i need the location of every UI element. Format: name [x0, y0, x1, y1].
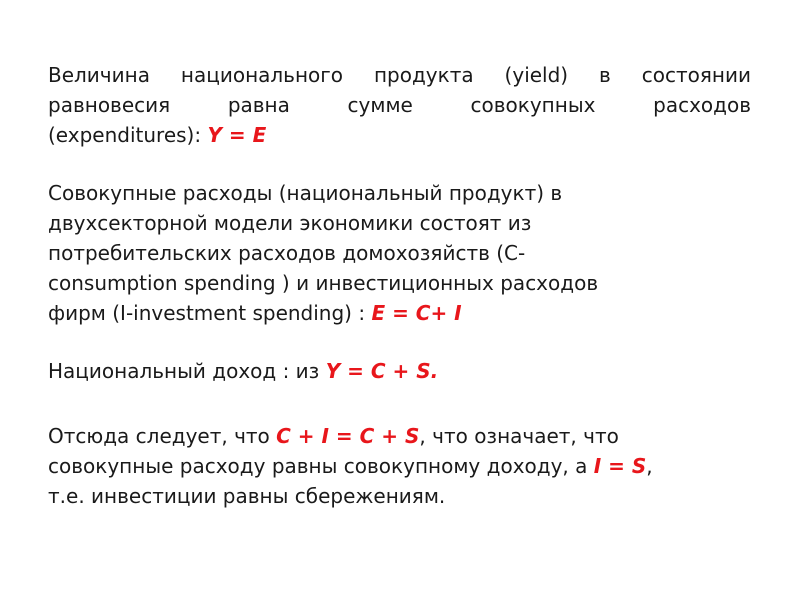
formula-y-equals-e: Y = E — [207, 123, 267, 147]
line-text: совокупные расходу равны совокупному доходу, а — [48, 454, 594, 478]
paragraph-line: потребительских расходов домохозяйств (С- — [48, 241, 526, 265]
paragraph-line: двухсекторной модели экономики состоят из — [48, 211, 532, 235]
paragraph-line — [48, 120, 751, 150]
formula-i-equals-s: I = S — [593, 454, 647, 478]
paragraph-line — [48, 356, 751, 386]
paragraph-line: Величина национального продукта (yield) в состоянии — [48, 63, 751, 87]
line-text: Национальный доход : из — [48, 359, 326, 383]
formula-y-equals-c-plus-s: Y = C + S. — [325, 359, 439, 383]
line-text: (expenditures): — [48, 123, 208, 147]
formula-e-equals-c-plus-i: E = C+ I — [371, 301, 462, 325]
paragraph-line: равновесия равна сумме совокупных расходов — [48, 93, 751, 117]
paragraph-line: Совокупные расходы (национальный продукт) в — [48, 181, 563, 205]
formula-c-plus-i-equals-c-plus-s: С + I = С + S — [276, 424, 420, 448]
paragraph-line: consumption spending ) и инвестиционных расходов — [48, 271, 599, 295]
line-text: Отсюда следует, что — [48, 424, 277, 448]
paragraph-line — [48, 451, 751, 481]
paragraph-aggregate-expenditures — [48, 178, 751, 328]
paragraph-line: т.е. инвестиции равны сбережениям. — [48, 484, 446, 508]
paragraph-conclusion — [48, 421, 751, 511]
line-text: фирм (I-investment spending) : — [48, 301, 372, 325]
paragraph-line — [48, 421, 751, 451]
line-text: , что означает, что — [419, 424, 619, 448]
line-text: , — [646, 454, 653, 478]
paragraph-national-income — [48, 356, 751, 386]
paragraph-line — [48, 298, 751, 328]
paragraph-equilibrium — [48, 60, 751, 150]
